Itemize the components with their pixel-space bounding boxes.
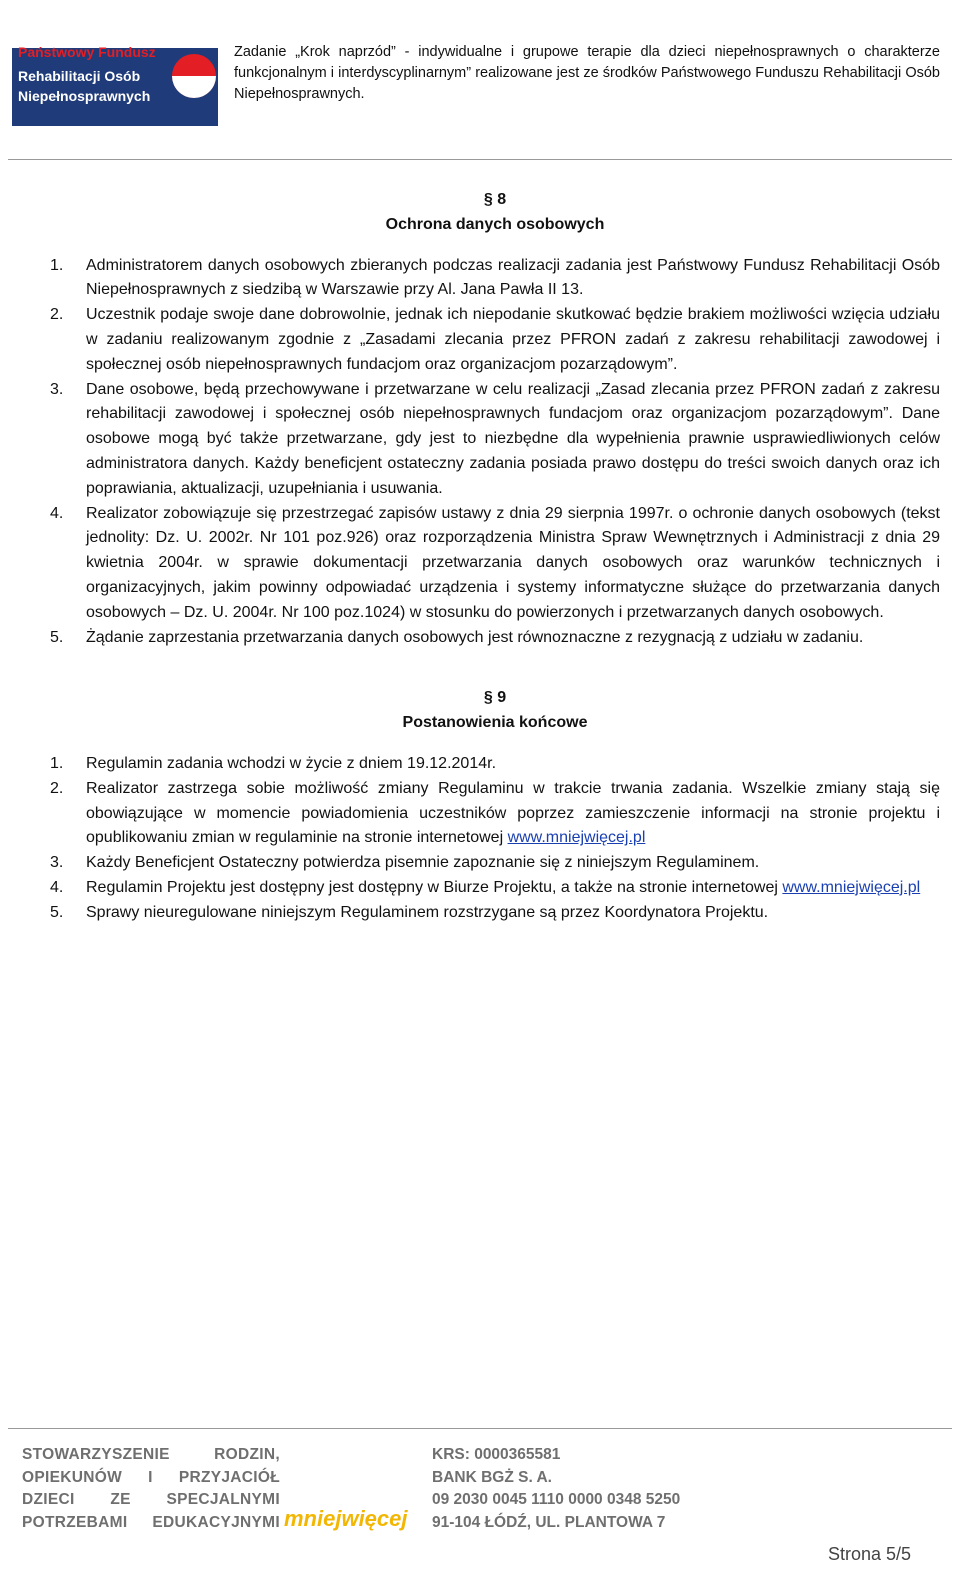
footer-org-word: ZE	[110, 1491, 131, 1508]
list-item-number: 1.	[50, 754, 64, 772]
list-item-text: Każdy Beneficjent Ostateczny potwierdza pisemnie zapoznanie się z niniejszym Regulaminem.	[86, 854, 760, 872]
section-8-number: § 8	[483, 191, 507, 208]
footer-org-row	[22, 1512, 280, 1535]
footer-org-word: DZIECI	[22, 1491, 75, 1508]
list-item	[50, 851, 940, 876]
footer-org-word: POTRZEBAMI	[22, 1513, 128, 1531]
list-item-number: 4.	[50, 504, 64, 522]
footer-org-word: PRZYJACIÓŁ	[178, 1468, 280, 1486]
list-item-text: Żądanie zaprzestania przetwarzania danych osobowych jest równoznaczne z rezygnacją z udziału w zadaniu.	[86, 628, 864, 646]
section-9-number: § 9	[483, 689, 507, 707]
footer-org-word: RODZIN,	[214, 1446, 280, 1463]
logo-top-band	[12, 6, 218, 48]
website-link[interactable]: www.mniejwięcej.pl	[507, 829, 646, 847]
list-item-text: Regulamin zadania wchodzi w życie z dniem 19.12.2014r.	[86, 754, 497, 772]
section-9-list	[50, 752, 940, 926]
list-item-text: Realizator zobowiązuje się przestrzegać zapisów ustawy z dnia 29 sierpnia 1997r. o ochronie danych osobowych (tekst jednolity: Dz. U. 2002r. Nr 101 poz.926) oraz rozporządzenia Ministra Spraw Wewnętrznych i Administracji z dnia 29 kwietnia 2004r. w sprawie dokumentacji przetwarzania danych osobowych oraz warunków technicznych i organizacyjnych, jakim powinny odpowiadać urządzenia i systemy informatyczne służące do przetwarzania danych osobowych – Dz. U. 2004r. Nr 100 poz.1024) w stosunku do powierzonych i przetwarzanych danych osobowych.	[86, 504, 940, 621]
list-item-text: Uczestnik podaje swoje dane dobrowolnie, jednak ich niepodanie skutkować będzie brakiem możliwości wzięcia udziału w zadaniu realizowanym zgodnie z „Zasadami zlecania przez PFRON zadań z zakresu rehabilitacji zawodowej i społecznej osób niepełnosprawnych fundacjom oraz organizacjom pozarządowym”.	[86, 306, 940, 373]
list-item-text: Realizator zastrzega sobie możliwość zmiany Regulaminu w trakcie trwania zadania. Wszelkie zmiany stają się obowiązujące w momencie powiadomienia uczestników poprzez zamieszczenie informacji na stronie projektu i opublikowaniu zmian w regulaminie na stronie internetowej	[86, 779, 940, 847]
list-item	[50, 901, 940, 926]
footer-divider	[8, 1428, 952, 1429]
list-item-number: 5.	[50, 903, 64, 921]
logo-line-3: Niepełnosprawnych	[18, 88, 151, 104]
section-9-title: Postanowienia końcowe	[402, 714, 588, 732]
footer-org-row	[22, 1467, 280, 1490]
list-item	[50, 303, 940, 377]
list-item-number: 1.	[50, 256, 64, 274]
mniejwiecej-logo: mniejwięcej	[284, 1506, 408, 1531]
footer-info	[432, 1444, 732, 1534]
footer-info-line: KRS: 0000365581	[432, 1446, 561, 1463]
footer-org-word: STOWARZYSZENIE	[22, 1446, 170, 1463]
list-item-number: 5.	[50, 628, 64, 646]
logo-circle-icon	[172, 54, 216, 98]
list-item	[50, 254, 940, 304]
website-link[interactable]: www.mniejwięcej.pl	[782, 878, 921, 896]
list-item-text: Dane osobowe, będą przechowywane i przetwarzane w celu realizacji „Zasad zlecania przez PFRON zadań z zakresu rehabilitacji zawodowej i społecznej osób niepełnosprawnych fundacjom oraz organizacjom pozarządowym”. Dane osobowe mogą być także przetwarzane, gdy jest to niezbędne dla wypełnienia prawnie usprawiedliwionych celów administratora danych. Każdy beneficjent ostateczny zadania posiada prawo dostępu do treści swoich danych oraz ich poprawiania, aktualizacji, uzupełniania i usuwania.	[86, 380, 940, 497]
pfron-logo	[12, 6, 218, 126]
footer-info-line: 91-104 ŁÓDŹ, UL. PLANTOWA 7	[432, 1513, 666, 1531]
footer-org-word: I	[148, 1468, 153, 1486]
page-number: Strona 5/5	[828, 1544, 912, 1564]
page-header	[0, 0, 960, 160]
list-item-text: Sprawy nieuregulowane niniejszym Regulaminem rozstrzygane są przez Koordynatora Projektu.	[86, 903, 769, 921]
footer-info-line: BANK BGŻ S. A.	[432, 1468, 552, 1486]
logo-line-1: Państwowy Fundusz	[18, 44, 156, 60]
list-item	[50, 502, 940, 626]
list-item-text: Administratorem danych osobowych zbieranych podczas realizacji zadania jest Państwowy Fundusz Rehabilitacji Osób Niepełnosprawnych z siedzibą w Warszawie przy Al. Jana Pawła II 13.	[86, 256, 940, 299]
list-item	[50, 626, 940, 651]
list-item-number: 2.	[50, 306, 64, 324]
document-body	[50, 188, 940, 926]
section-8-list	[50, 254, 940, 651]
list-item	[50, 777, 940, 851]
footer-org-word: SPECJALNYMI	[166, 1491, 280, 1508]
footer-org-row	[22, 1489, 280, 1512]
list-item	[50, 378, 940, 502]
footer-organization	[22, 1444, 280, 1534]
list-item-number: 4.	[50, 878, 64, 896]
header-divider	[8, 159, 952, 160]
list-item	[50, 876, 940, 901]
list-item	[50, 752, 940, 777]
list-item-number: 3.	[50, 854, 64, 872]
header-text: Zadanie „Krok naprzód” - indywidualne i grupowe terapie dla dzieci niepełnosprawnych o charakterze funkcjonalnym i interdyscyplinarnym” realizowane jest ze środków Państwowego Funduszu Rehabilitacji Osób Niepełnosprawnych.	[234, 44, 940, 102]
footer-org-word: OPIEKUNÓW	[22, 1468, 123, 1486]
logo-line-2: Rehabilitacji Osób	[18, 68, 141, 84]
list-item-number: 2.	[50, 779, 64, 797]
footer-org-word: EDUKACYJNYMI	[152, 1513, 280, 1531]
list-item-number: 3.	[50, 380, 64, 398]
list-item-text: Regulamin Projektu jest dostępny jest dostępny w Biurze Projektu, a także na stronie internetowej	[86, 878, 783, 896]
section-8-title: Ochrona danych osobowych	[385, 215, 605, 233]
footer-info-line: 09 2030 0045 1110 0000 0348 5250	[432, 1491, 681, 1508]
footer-org-row	[22, 1444, 280, 1467]
